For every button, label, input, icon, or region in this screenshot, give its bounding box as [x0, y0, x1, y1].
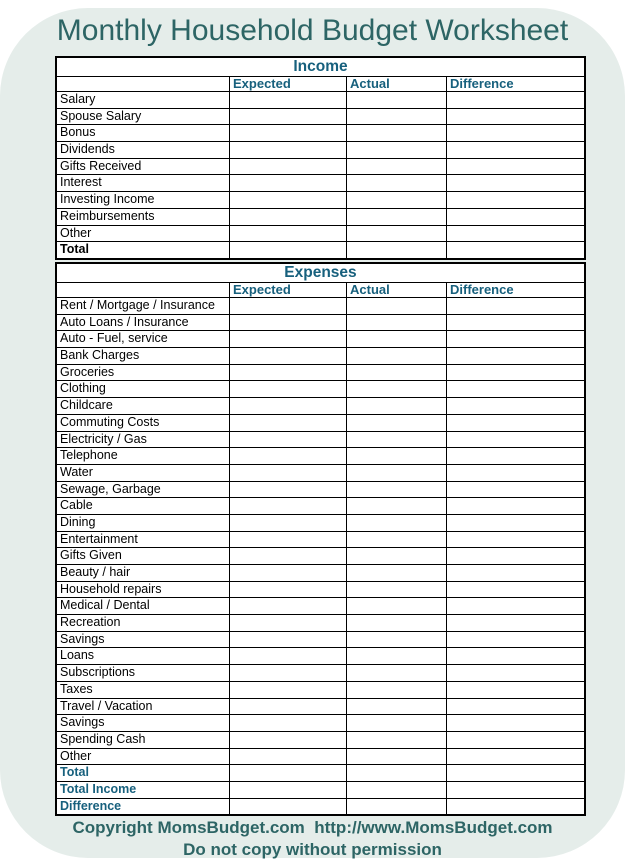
cell-expected	[230, 632, 346, 648]
cell-expected	[230, 532, 346, 548]
cell-difference	[447, 142, 584, 158]
row-label: Savings	[57, 715, 229, 731]
cell-actual	[347, 765, 446, 781]
cell-actual	[347, 615, 446, 631]
row-label: Entertainment	[57, 532, 229, 548]
row-label: Water	[57, 465, 229, 481]
row-label: Travel / Vacation	[57, 699, 229, 715]
cell-actual	[347, 782, 446, 798]
cell-expected	[230, 242, 346, 258]
income-table	[55, 56, 586, 260]
cell-difference	[447, 565, 584, 581]
cell-actual	[347, 226, 446, 242]
row-label: Gifts Received	[57, 159, 229, 175]
cell-actual	[347, 565, 446, 581]
cell-difference	[447, 498, 584, 514]
row-label: Recreation	[57, 615, 229, 631]
cell-expected	[230, 415, 346, 431]
cell-difference	[447, 732, 584, 748]
cell-difference	[447, 398, 584, 414]
row-label: Salary	[57, 92, 229, 108]
row-label: Subscriptions	[57, 665, 229, 681]
cell-expected	[230, 298, 346, 314]
row-label: Total	[57, 242, 229, 258]
cell-actual	[347, 749, 446, 765]
row-label: Loans	[57, 648, 229, 664]
cell-actual	[347, 348, 446, 364]
cell-actual	[347, 175, 446, 191]
cell-expected	[230, 515, 346, 531]
column-header-empty	[57, 77, 229, 91]
cell-expected	[230, 548, 346, 564]
cell-actual	[347, 125, 446, 141]
expenses-table-title: Expenses	[57, 264, 584, 282]
cell-expected	[230, 665, 346, 681]
cell-actual	[347, 448, 446, 464]
row-label: Total	[57, 765, 229, 781]
cell-actual	[347, 715, 446, 731]
row-label: Sewage, Garbage	[57, 482, 229, 498]
cell-difference	[447, 192, 584, 208]
cell-actual	[347, 465, 446, 481]
row-label: Investing Income	[57, 192, 229, 208]
row-label: Commuting Costs	[57, 415, 229, 431]
column-header: Actual	[347, 283, 446, 297]
cell-actual	[347, 682, 446, 698]
cell-difference	[447, 615, 584, 631]
row-label: Electricity / Gas	[57, 432, 229, 448]
cell-expected	[230, 648, 346, 664]
cell-difference	[447, 582, 584, 598]
cell-difference	[447, 209, 584, 225]
row-label: Dining	[57, 515, 229, 531]
cell-expected	[230, 699, 346, 715]
cell-expected	[230, 498, 346, 514]
cell-difference	[447, 515, 584, 531]
row-label: Household repairs	[57, 582, 229, 598]
cell-difference	[447, 682, 584, 698]
cell-expected	[230, 348, 346, 364]
cell-actual	[347, 598, 446, 614]
cell-difference	[447, 415, 584, 431]
cell-difference	[447, 109, 584, 125]
cell-difference	[447, 799, 584, 815]
cell-actual	[347, 532, 446, 548]
cell-expected	[230, 209, 346, 225]
cell-expected	[230, 331, 346, 347]
row-label: Dividends	[57, 142, 229, 158]
row-label: Gifts Given	[57, 548, 229, 564]
cell-difference	[447, 175, 584, 191]
row-label: Reimbursements	[57, 209, 229, 225]
cell-expected	[230, 582, 346, 598]
cell-difference	[447, 699, 584, 715]
cell-difference	[447, 226, 584, 242]
cell-actual	[347, 732, 446, 748]
row-label: Beauty / hair	[57, 565, 229, 581]
row-label: Medical / Dental	[57, 598, 229, 614]
cell-expected	[230, 465, 346, 481]
cell-expected	[230, 142, 346, 158]
cell-expected	[230, 598, 346, 614]
cell-difference	[447, 632, 584, 648]
cell-difference	[447, 465, 584, 481]
cell-expected	[230, 615, 346, 631]
column-header: Difference	[447, 77, 584, 91]
cell-expected	[230, 432, 346, 448]
cell-difference	[447, 448, 584, 464]
cell-actual	[347, 799, 446, 815]
cell-actual	[347, 699, 446, 715]
cell-actual	[347, 648, 446, 664]
cell-actual	[347, 548, 446, 564]
cell-actual	[347, 482, 446, 498]
cell-expected	[230, 192, 346, 208]
cell-actual	[347, 142, 446, 158]
cell-actual	[347, 192, 446, 208]
cell-expected	[230, 159, 346, 175]
row-label: Bank Charges	[57, 348, 229, 364]
cell-difference	[447, 242, 584, 258]
cell-actual	[347, 92, 446, 108]
cell-difference	[447, 715, 584, 731]
cell-expected	[230, 732, 346, 748]
row-label: Childcare	[57, 398, 229, 414]
cell-expected	[230, 315, 346, 331]
cell-actual	[347, 582, 446, 598]
cell-difference	[447, 365, 584, 381]
row-label: Telephone	[57, 448, 229, 464]
row-label: Other	[57, 749, 229, 765]
page-title: Monthly Household Budget Worksheet	[56, 14, 569, 47]
row-label: Cable	[57, 498, 229, 514]
cell-difference	[447, 348, 584, 364]
column-header: Difference	[447, 283, 584, 297]
row-label: Other	[57, 226, 229, 242]
cell-difference	[447, 548, 584, 564]
cell-difference	[447, 432, 584, 448]
cell-expected	[230, 765, 346, 781]
cell-difference	[447, 782, 584, 798]
row-label: Savings	[57, 632, 229, 648]
cell-actual	[347, 315, 446, 331]
cell-difference	[447, 765, 584, 781]
cell-expected	[230, 715, 346, 731]
cell-difference	[447, 749, 584, 765]
column-header: Actual	[347, 77, 446, 91]
cell-expected	[230, 448, 346, 464]
cell-actual	[347, 432, 446, 448]
cell-expected	[230, 175, 346, 191]
cell-actual	[347, 209, 446, 225]
cell-expected	[230, 381, 346, 397]
cell-actual	[347, 331, 446, 347]
cell-difference	[447, 665, 584, 681]
cell-actual	[347, 242, 446, 258]
row-label: Taxes	[57, 682, 229, 698]
row-label: Interest	[57, 175, 229, 191]
cell-actual	[347, 159, 446, 175]
row-label: Total Income	[57, 782, 229, 798]
cell-difference	[447, 648, 584, 664]
cell-actual	[347, 498, 446, 514]
cell-actual	[347, 381, 446, 397]
row-label: Spouse Salary	[57, 109, 229, 125]
cell-difference	[447, 125, 584, 141]
row-label: Spending Cash	[57, 732, 229, 748]
cell-expected	[230, 365, 346, 381]
cell-difference	[447, 315, 584, 331]
cell-expected	[230, 398, 346, 414]
cell-actual	[347, 632, 446, 648]
cell-difference	[447, 92, 584, 108]
cell-actual	[347, 365, 446, 381]
cell-difference	[447, 598, 584, 614]
copyright-line: Copyright MomsBudget.com http://www.MomsBudget.com	[72, 818, 553, 837]
column-header: Expected	[230, 77, 346, 91]
column-header: Expected	[230, 283, 346, 297]
cell-expected	[230, 782, 346, 798]
cell-difference	[447, 532, 584, 548]
cell-actual	[347, 415, 446, 431]
row-label: Groceries	[57, 365, 229, 381]
income-table-title: Income	[57, 58, 584, 76]
cell-difference	[447, 381, 584, 397]
cell-expected	[230, 109, 346, 125]
cell-expected	[230, 125, 346, 141]
cell-difference	[447, 298, 584, 314]
row-label: Auto - Fuel, service	[57, 331, 229, 347]
cell-actual	[347, 515, 446, 531]
cell-actual	[347, 298, 446, 314]
cell-expected	[230, 482, 346, 498]
expenses-table	[55, 262, 586, 816]
cell-expected	[230, 565, 346, 581]
row-label: Bonus	[57, 125, 229, 141]
cell-expected	[230, 682, 346, 698]
cell-difference	[447, 159, 584, 175]
row-label: Difference	[57, 799, 229, 815]
row-label: Auto Loans / Insurance	[57, 315, 229, 331]
cell-expected	[230, 92, 346, 108]
cell-expected	[230, 749, 346, 765]
cell-difference	[447, 482, 584, 498]
row-label: Rent / Mortgage / Insurance	[57, 298, 229, 314]
cell-expected	[230, 799, 346, 815]
permission-line: Do not copy without permission	[183, 840, 442, 859]
cell-actual	[347, 665, 446, 681]
cell-actual	[347, 109, 446, 125]
cell-difference	[447, 331, 584, 347]
cell-actual	[347, 398, 446, 414]
row-label: Clothing	[57, 381, 229, 397]
column-header-empty	[57, 283, 229, 297]
cell-expected	[230, 226, 346, 242]
